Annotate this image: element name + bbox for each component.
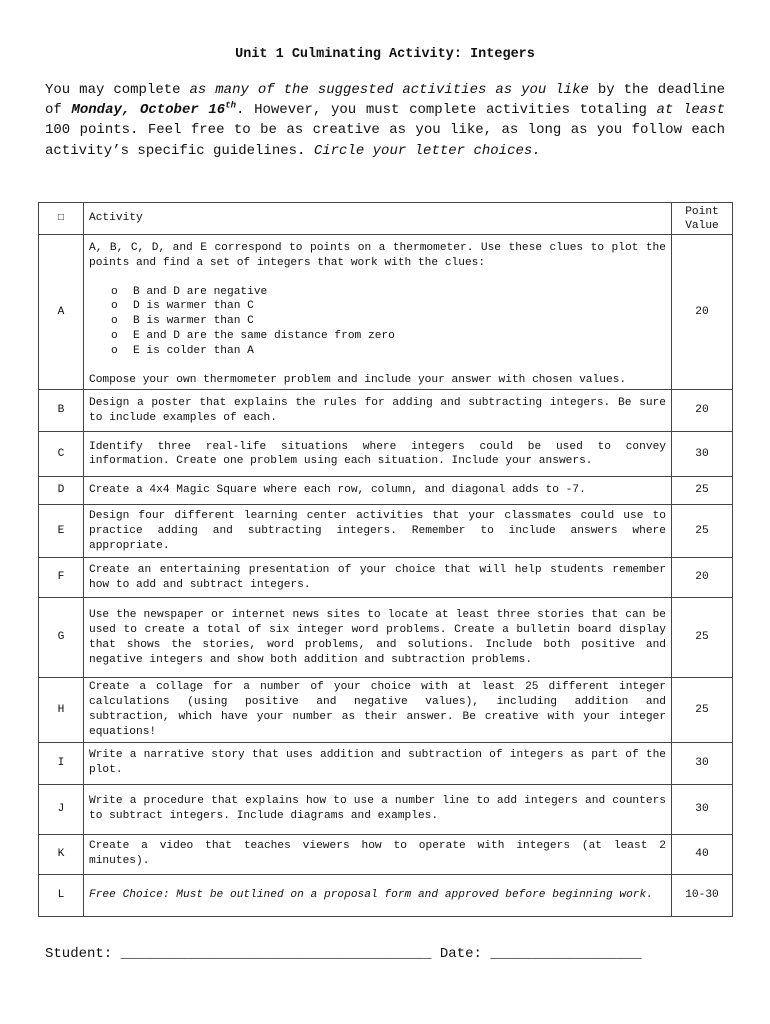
- intro-emphasis-at-least: at least: [656, 102, 725, 119]
- row-activity: Create an entertaining presentation of your choice that will help students remember how to add and subtract integers.: [84, 558, 672, 598]
- row-letter[interactable]: I: [39, 742, 84, 784]
- row-activity: Design four different learning center activities that your classmates could use to practice adding and subtracting integers. Remember to include answers where appropriate.: [84, 505, 672, 558]
- row-activity: Free Choice: Must be outlined on a proposal form and approved before beginning work.: [84, 874, 672, 916]
- row-letter[interactable]: G: [39, 598, 84, 678]
- row-points: 20: [672, 235, 733, 390]
- table-row-l: [39, 874, 733, 916]
- table-row-d: [39, 477, 733, 505]
- clue-item: o E and D are the same distance from zero: [111, 329, 395, 342]
- row-points: 30: [672, 784, 733, 834]
- row-points: 25: [672, 477, 733, 505]
- date-line[interactable]: __________________: [490, 946, 642, 962]
- activities-table: [38, 202, 733, 917]
- row-letter[interactable]: H: [39, 678, 84, 742]
- row-activity: Identify three real-life situations where integers could be used to convey information. Create one problem using each situation. Include your answers.: [84, 432, 672, 477]
- row-points: 40: [672, 834, 733, 874]
- table-row-g: [39, 598, 733, 678]
- header-activity: Activity: [84, 203, 672, 235]
- intro-text-4: 100 points. Feel free to be as creative as you like, as long as you follow each activity’s specific guidelines.: [45, 122, 725, 159]
- row-letter[interactable]: J: [39, 784, 84, 834]
- table-row-f: [39, 558, 733, 598]
- table-row-i: [39, 742, 733, 784]
- clue-item: o B is warmer than C: [111, 315, 254, 328]
- row-activity: Create a 4x4 Magic Square where each row, column, and diagonal adds to -7.: [84, 477, 672, 505]
- row-letter[interactable]: K: [39, 834, 84, 874]
- row-points: 25: [672, 678, 733, 742]
- table-row-k: [39, 834, 733, 874]
- row-points: 30: [672, 432, 733, 477]
- row-points: 30: [672, 742, 733, 784]
- row-letter[interactable]: D: [39, 477, 84, 505]
- row-letter[interactable]: F: [39, 558, 84, 598]
- row-points: 20: [672, 390, 733, 432]
- intro-text-2: by the deadline of: [45, 82, 725, 119]
- table-row-e: [39, 505, 733, 558]
- row-letter[interactable]: B: [39, 390, 84, 432]
- instructions-paragraph: [45, 80, 725, 161]
- page-title: Unit 1 Culminating Activity: Integers: [235, 47, 535, 62]
- row-activity: Write a narrative story that uses addition and subtraction of integers as part of the plot.: [84, 742, 672, 784]
- header-checkbox-glyph: □: [39, 203, 84, 235]
- row-activity: [84, 235, 672, 390]
- date-label: Date:: [439, 946, 482, 962]
- table-header-row: [39, 203, 733, 235]
- row-letter[interactable]: A: [39, 235, 84, 390]
- row-points: 25: [672, 598, 733, 678]
- header-point-value: Point Value: [672, 203, 733, 235]
- row-letter[interactable]: L: [39, 874, 84, 916]
- table-row-h: [39, 678, 733, 742]
- row-points: 10-30: [672, 874, 733, 916]
- row-points: 25: [672, 505, 733, 558]
- clue-item: o D is warmer than C: [111, 300, 254, 313]
- row-activity: Design a poster that explains the rules for adding and subtracting integers. Be sure to include examples of each.: [84, 390, 672, 432]
- row-activity: Use the newspaper or internet news sites to locate at least three stories that can be used to create a total of six integer word problems. Create a bulletin board display that shows the stories, word problems, and solutions. Include both positive and negative integers and show both addition and subtraction problems.: [84, 598, 672, 678]
- student-label: Student:: [45, 946, 113, 962]
- activity-a-outro: Compose your own thermometer problem and include your answer with chosen values.: [89, 373, 627, 386]
- row-letter[interactable]: E: [39, 505, 84, 558]
- deadline-date: Monday, October 16: [71, 102, 226, 119]
- row-activity: Write a procedure that explains how to use a number line to add integers and counters to subtract integers. Include diagrams and examples.: [84, 784, 672, 834]
- clue-item: o E is colder than A: [111, 344, 254, 357]
- row-points: 20: [672, 558, 733, 598]
- row-activity: Create a collage for a number of your choice with at least 25 different integer calculations (using positive and negative values), including addition and subtraction, which have your number as their answer. Be creative with your integer equations!: [84, 678, 672, 742]
- student-name-line[interactable]: _____________________________________: [120, 946, 432, 962]
- intro-text-3: . However, you must complete activities totaling: [236, 102, 657, 119]
- clue-list: [111, 285, 666, 359]
- intro-text-1: You may complete: [45, 82, 190, 98]
- row-activity: Create a video that teaches viewers how to operate with integers (at least 2 minutes).: [84, 834, 672, 874]
- deadline-suffix: th: [225, 100, 237, 111]
- intro-circle-instruction: Circle your letter choices.: [313, 142, 541, 159]
- row-letter[interactable]: C: [39, 432, 84, 477]
- table-row-b: [39, 390, 733, 432]
- clue-item: o B and D are negative: [111, 285, 268, 298]
- table-row-c: [39, 432, 733, 477]
- intro-emphasis-activities: as many of the suggested activities as you like: [189, 82, 589, 98]
- signature-footer: [45, 946, 725, 962]
- table-row-a: [39, 235, 733, 390]
- table-row-j: [39, 784, 733, 834]
- activity-a-intro: A, B, C, D, and E correspond to points on a thermometer. Use these clues to plot the points and find a set of integers that work with the clues:: [89, 242, 666, 269]
